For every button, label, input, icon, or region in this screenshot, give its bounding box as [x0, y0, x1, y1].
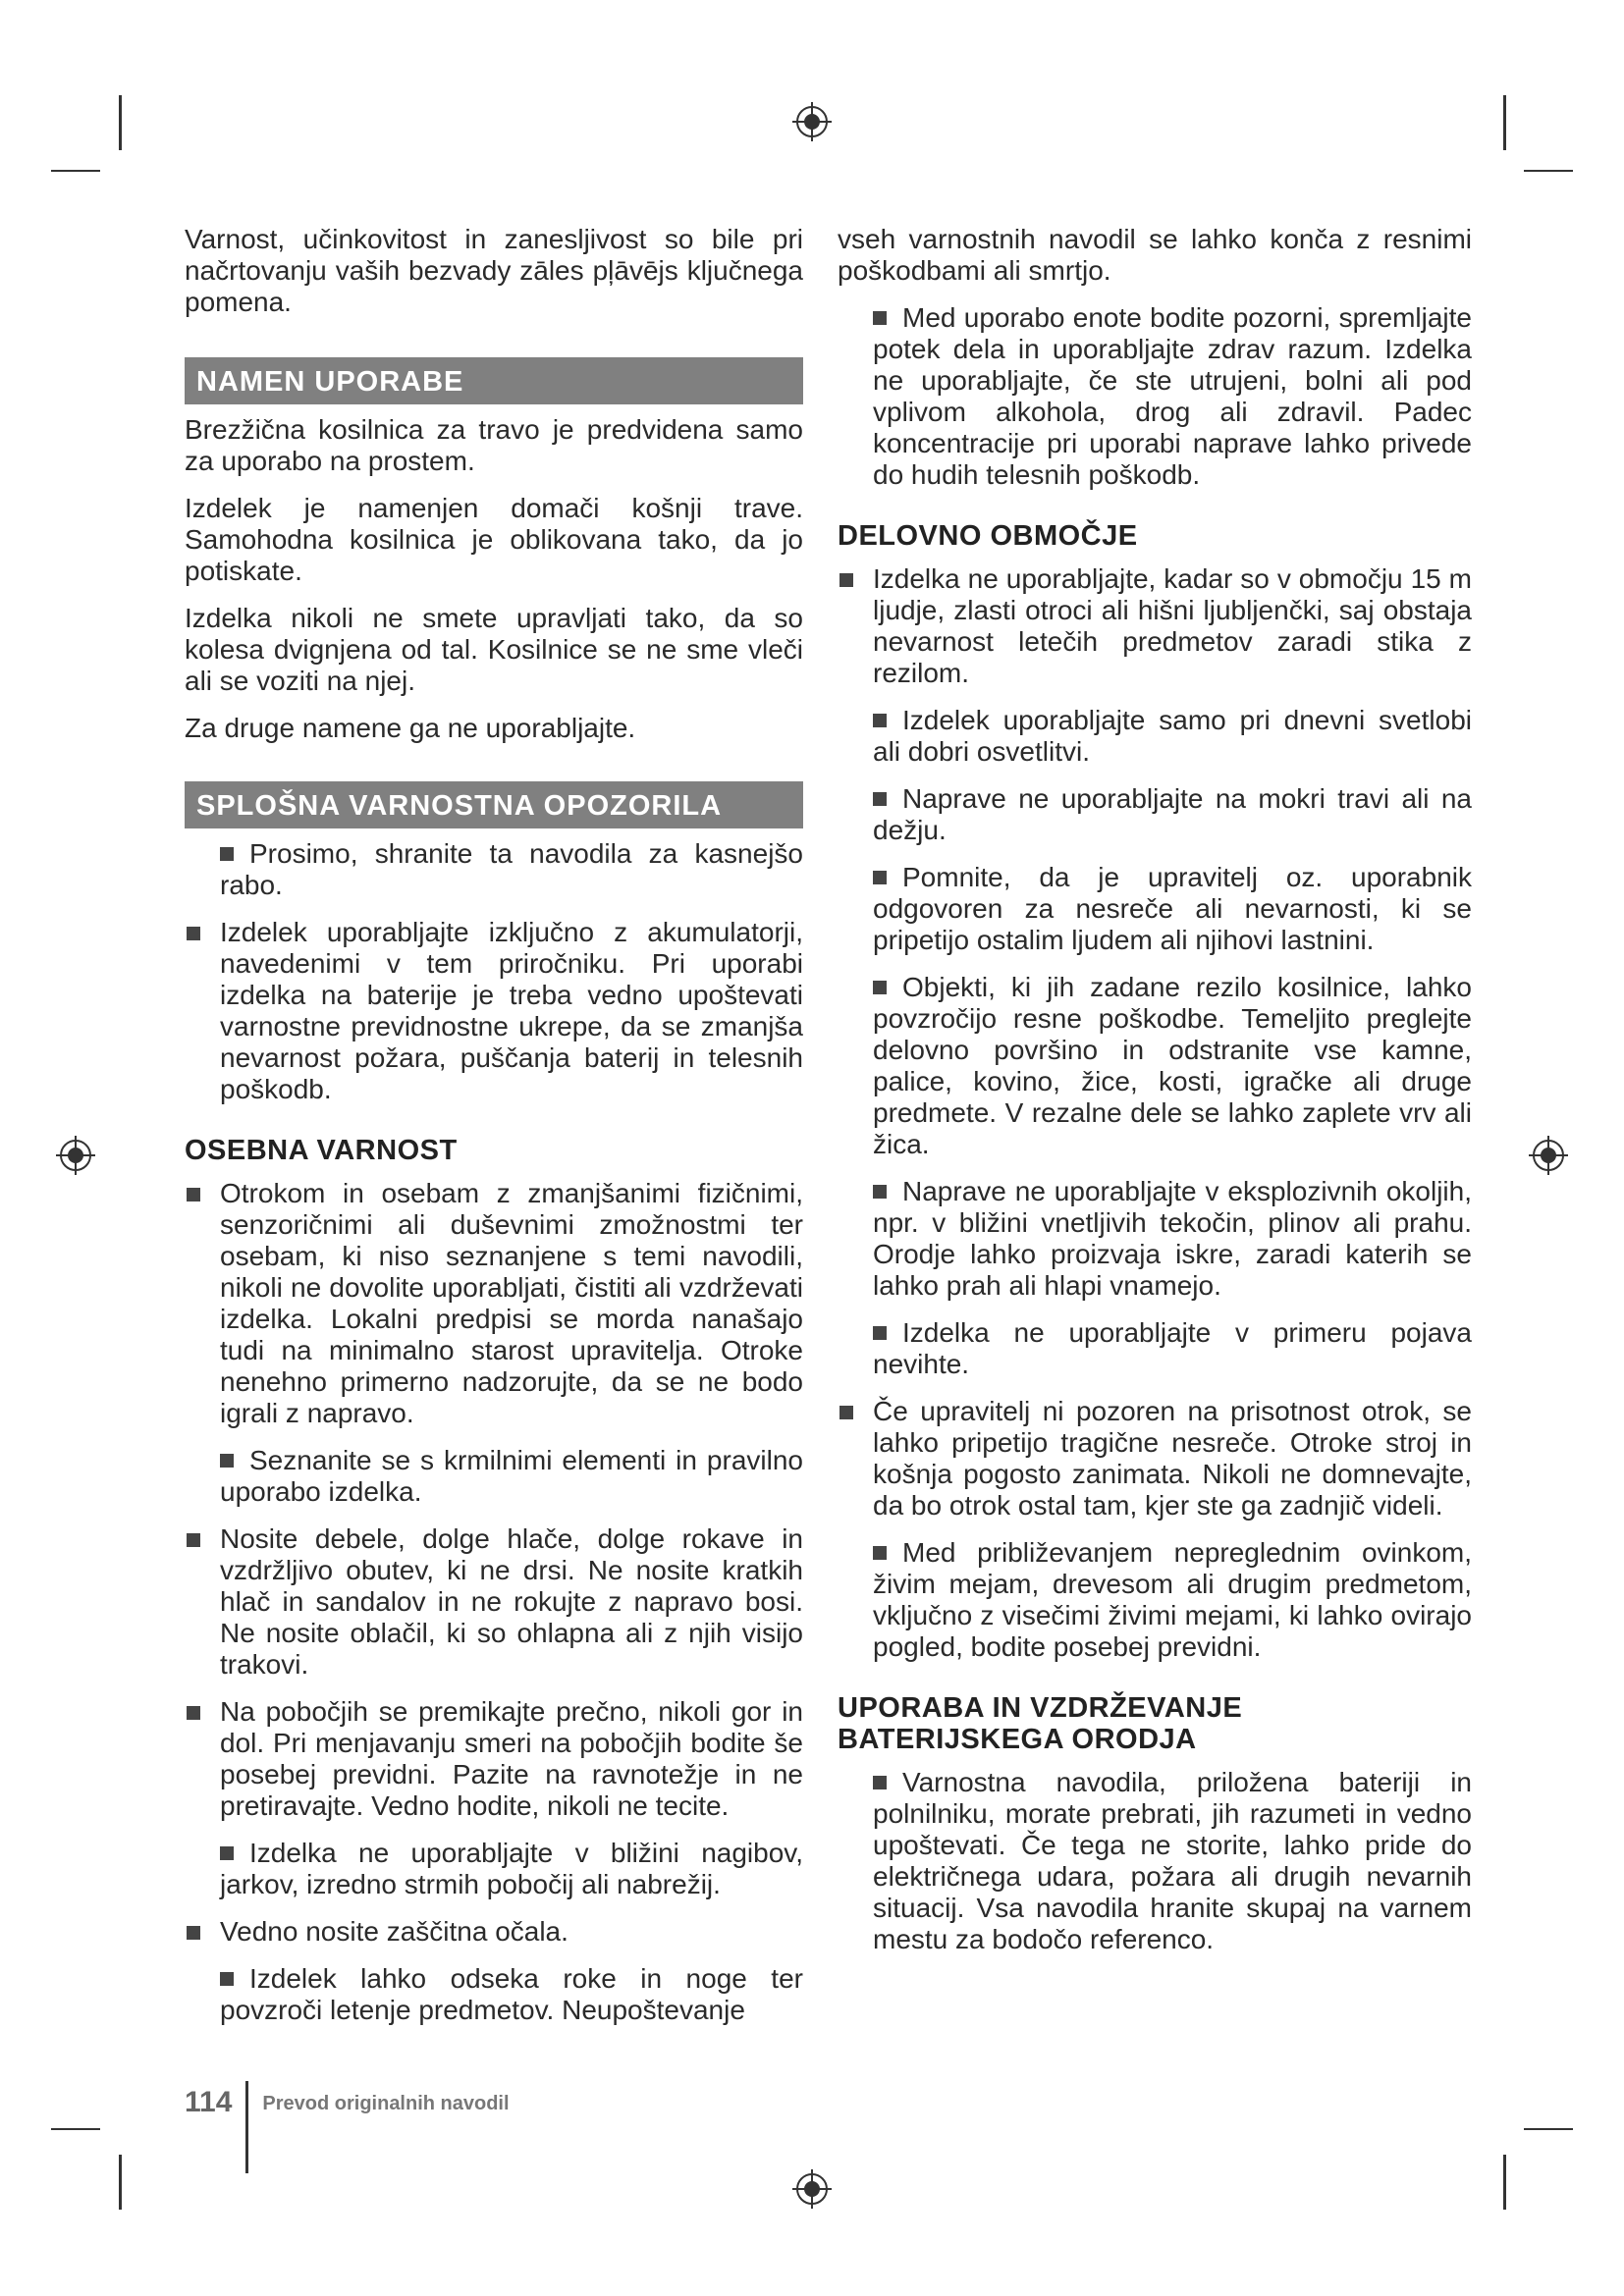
- crop-mark: [51, 170, 100, 172]
- section-title-namen-uporabe: NAMEN UPORABE: [185, 357, 803, 404]
- list-item: [838, 1176, 1472, 1302]
- page-number: 114: [185, 2086, 233, 2118]
- list-item-text: Med uporabo enote bodite pozorni, spremljajte potek dela in uporabljajte zdrav razum. Izdelka ne uporabljajte, če ste utrujeni, bolni ali pod vplivom alkohola, drog ali zdravil. Padec koncentracije pri uporabi naprave lahko privede do hudih telesnih poškodb.: [873, 302, 1472, 490]
- paragraph: Izdelek je namenjen domači košnji trave. Samohodna kosilnica je oblikovana tako, da jo potiskate.: [185, 493, 803, 586]
- list-item: [838, 563, 1472, 689]
- list-item-text: Nosite debele, dolge hlače, dolge rokave in vzdržljivo obutev, ki ne drsi. Ne nosite kratkih hlač in sandalov in ne rokujte z napravo bosi. Ne nosite oblačil, ki so ohlapna ali z njih visijo trakovi.: [220, 1523, 803, 1680]
- square-bullet-icon: [873, 871, 887, 884]
- square-bullet-icon: [873, 311, 887, 325]
- list-item-text: Naprave ne uporabljajte v eksplozivnih okoljih, npr. v bližini vnetljivih tekočin, plinov ali prahu. Orodje lahko proizvaja iskre, zaradi katerih se lahko prah ali hlapi vnamejo.: [873, 1176, 1472, 1301]
- square-bullet-icon: [873, 1546, 887, 1560]
- intro-paragraph: Varnost, učinkovitost in zanesljivost so bile pri načrtovanju vaših bezvady zāles pļāvējs ključnega pomena.: [185, 224, 803, 317]
- square-bullet-icon: [220, 1972, 234, 1986]
- list-item-text: Objekti, ki jih zadane rezilo kosilnice, lahko povzročijo resne poškodbe. Temeljito preglejte delovno površino in odstranite vse kamne, palice, kovino, žice, kosti, igračke ali druge predmete. V rezalne dele se lahko zaplete vrv ali žica.: [873, 972, 1472, 1159]
- list-item-text: Izdelek uporabljajte samo pri dnevni svetlobi ali dobri osvetlitvi.: [873, 705, 1472, 767]
- continuation-paragraph: vseh varnostnih navodil se lahko konča z resnimi poškodbami ali smrtjo.: [838, 224, 1472, 286]
- list-item: [185, 1916, 803, 1948]
- square-bullet-icon: [873, 792, 887, 806]
- list-item: [838, 302, 1472, 491]
- square-bullet-icon: [873, 1185, 887, 1199]
- right-column: [838, 224, 1472, 1971]
- list-item: [838, 705, 1472, 768]
- paragraph: Izdelka nikoli ne smete upravljati tako, da so kolesa dvignjena od tal. Kosilnice se ne sme vleči ali se voziti na njej.: [185, 603, 803, 696]
- list-item-text: Otrokom in osebam z zmanjšanimi fizičnimi, senzoričnimi ali duševnimi zmožnostmi ter osebam, ki niso seznanjene s temi navodili, nikoli ne dovolite uporabljati, čistiti ali vzdrževati izdelka. Lokalni predpisi se morda nanašajo tudi na minimalno starost upravitelja. Otroke nenehno primerno nadzorujte, da se ne bodo igrali z napravo.: [220, 1178, 803, 1428]
- square-bullet-icon: [187, 1706, 200, 1720]
- crop-mark: [1524, 2128, 1573, 2130]
- crop-mark: [51, 2128, 100, 2130]
- crop-mark: [1503, 2155, 1506, 2210]
- registration-mark-icon: [790, 100, 834, 143]
- page-footer: [185, 2081, 510, 2169]
- list-item-text: Izdelka ne uporabljajte v primeru pojava nevihte.: [873, 1317, 1472, 1379]
- subheading-osebna-varnost: OSEBNA VARNOST: [185, 1135, 458, 1166]
- crop-mark: [1524, 170, 1573, 172]
- paragraph: Za druge namene ga ne uporabljajte.: [185, 713, 636, 743]
- crop-mark: [119, 95, 122, 150]
- crop-mark: [119, 2155, 122, 2210]
- list-item-text: Izdelek lahko odseka roke in noge ter povzroči letenje predmetov. Neupoštevanje: [220, 1963, 803, 2025]
- square-bullet-icon: [873, 1776, 887, 1789]
- list-item: [185, 1838, 803, 1900]
- list-item: [838, 862, 1472, 956]
- square-bullet-icon: [220, 847, 234, 861]
- registration-mark-icon: [54, 1134, 97, 1177]
- list-item-text: Varnostna navodila, priložena bateriji in polnilniku, morate prebrati, jih razumeti in vedno upoštevati. Če tega ne storite, lahko pride do električnega udara, požara ali drugih nevarnih situacij. Vsa navodila hranite skupaj na varnem mestu za bodočo referenco.: [873, 1767, 1472, 1954]
- list-item: [185, 1696, 803, 1822]
- section-title-splosna-opozorila: SPLOŠNA VARNOSTNA OPOZORILA: [185, 781, 803, 828]
- list-item-text: Izdelek uporabljajte izključno z akumulatorji, navedenimi v tem priročniku. Pri uporabi izdelka na baterije je treba vedno upoštevati varnostne previdnostne ukrepe, da se zmanjša nevarnost požara, puščanja baterij in telesnih poškodb.: [220, 917, 803, 1104]
- crop-mark: [1503, 95, 1506, 150]
- list-item: [838, 783, 1472, 846]
- list-item-text: Seznanite se s krmilnimi elementi in pravilno uporabo izdelka.: [220, 1445, 803, 1507]
- square-bullet-icon: [220, 1454, 234, 1468]
- subheading-delovno-obmocje: DELOVNO OBMOČJE: [838, 520, 1138, 552]
- list-item: [185, 1178, 803, 1429]
- square-bullet-icon: [187, 927, 200, 940]
- subheading-uporaba-vzdrzevanje: UPORABA IN VZDRŽEVANJE BATERIJSKEGA ORODJA: [838, 1692, 1243, 1755]
- square-bullet-icon: [873, 981, 887, 994]
- registration-mark-icon: [790, 2167, 834, 2211]
- list-item: [838, 1767, 1472, 1955]
- square-bullet-icon: [873, 1326, 887, 1340]
- list-item: [185, 1523, 803, 1681]
- list-item-text: Na pobočjih se premikajte prečno, nikoli gor in dol. Pri menjavanju smeri na pobočjih bodite še posebej previdni. Pazite na ravnotežje in ne pretiravajte. Vedno hodite, nikoli ne tecite.: [220, 1696, 803, 1821]
- list-item: [185, 1963, 803, 2026]
- list-item-text: Izdelka ne uporabljajte v bližini nagibov, jarkov, izredno strmih pobočij ali nabrežij.: [220, 1838, 803, 1899]
- square-bullet-icon: [187, 1188, 200, 1201]
- registration-mark-icon: [1527, 1134, 1570, 1177]
- list-item: [185, 1445, 803, 1508]
- square-bullet-icon: [187, 1926, 200, 1940]
- list-item: [185, 838, 803, 901]
- square-bullet-icon: [220, 1846, 234, 1860]
- list-item-text: Naprave ne uporabljajte na mokri travi ali na dežju.: [873, 783, 1472, 845]
- square-bullet-icon: [839, 573, 853, 587]
- list-item-text: Prosimo, shranite ta navodila za kasnejšo rabo.: [220, 838, 803, 900]
- list-item-text: Izdelka ne uporabljajte, kadar so v območju 15 m ljudje, zlasti otroci ali hišni ljubljenčki, saj obstaja nevarnost letečih predmetov zaradi stika z rezilom.: [873, 563, 1472, 688]
- list-item-text: Če upravitelj ni pozoren na prisotnost otrok, se lahko pripetijo tragične nesreče. Otroke stroj in košnja pogosto zanimata. Nikoli ne domnevajte, da bo otrok ostal tam, kjer ste ga zadnjič videli.: [873, 1396, 1472, 1521]
- list-item-text: Pomnite, da je upravitelj oz. uporabnik odgovoren za nesreče ali nevarnosti, ki se pripetijo ostalim ljudem ali njihovi lastnini.: [873, 862, 1472, 955]
- list-item-text: Vedno nosite zaščitna očala.: [220, 1916, 568, 1947]
- list-item-text: Med približevanjem nepreglednim ovinkom, živim mejam, drevesom ali drugim predmetom, vključno z visečimi živimi mejami, ki lahko ovirajo pogled, bodite posebej previdni.: [873, 1537, 1472, 1662]
- list-item: [838, 1317, 1472, 1380]
- paragraph: Brezžična kosilnica za travo je predvidena samo za uporabo na prostem.: [185, 414, 803, 476]
- footer-divider: [245, 2081, 248, 2173]
- list-item: [838, 972, 1472, 1160]
- footer-title: Prevod originalnih navodil: [262, 2093, 510, 2114]
- list-item: [838, 1537, 1472, 1663]
- list-item: [185, 917, 803, 1105]
- list-item: [838, 1396, 1472, 1522]
- square-bullet-icon: [873, 714, 887, 727]
- square-bullet-icon: [187, 1533, 200, 1547]
- square-bullet-icon: [839, 1406, 853, 1419]
- left-column: [185, 224, 803, 2042]
